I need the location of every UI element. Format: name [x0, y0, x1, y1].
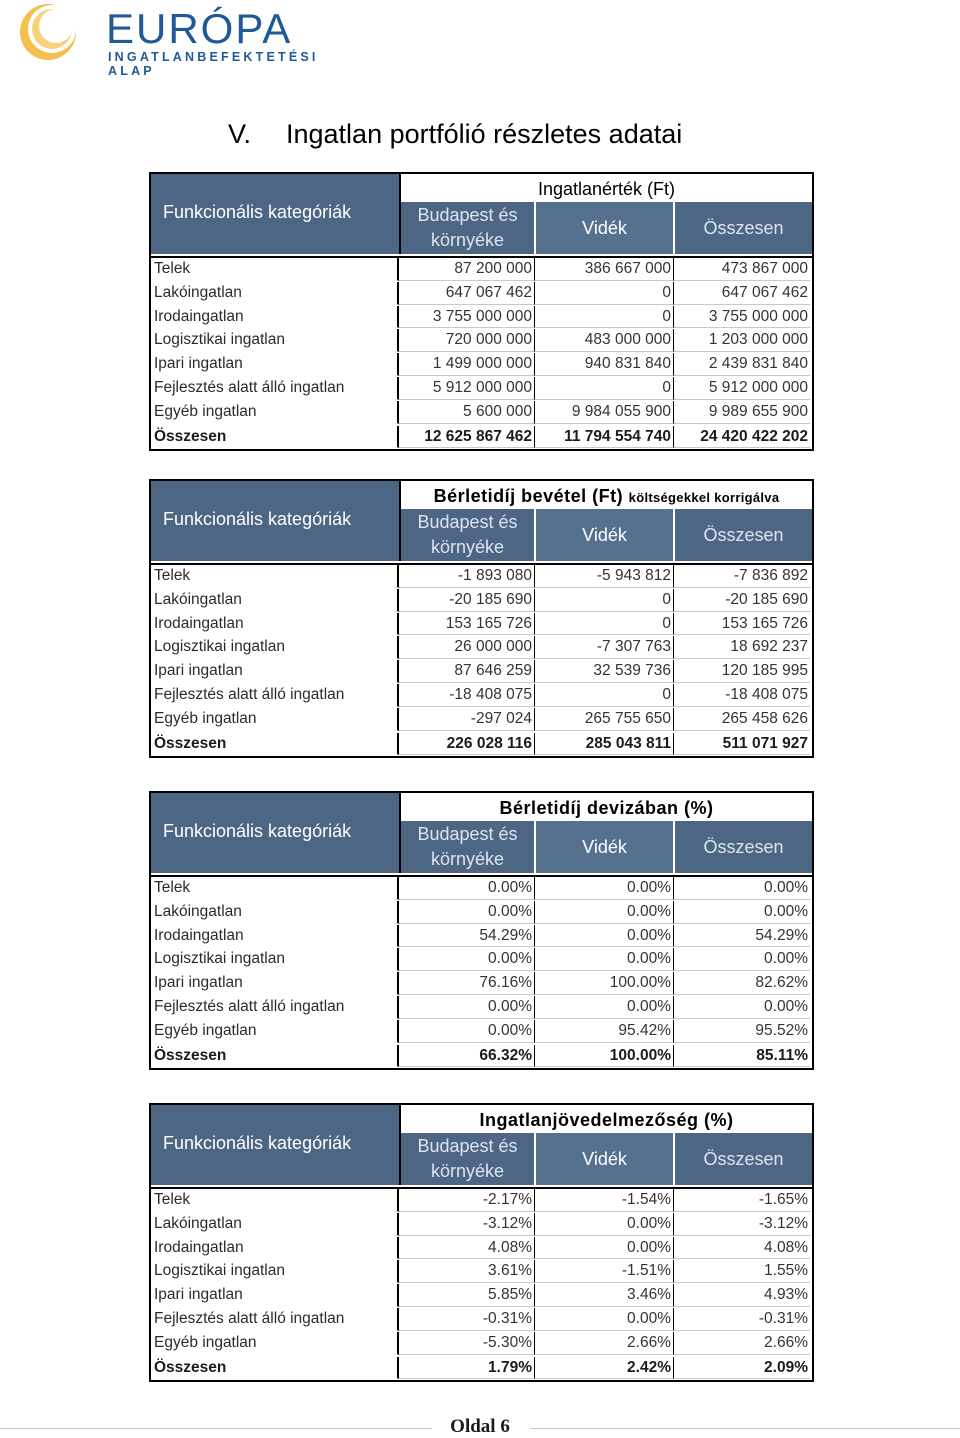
- page-number: Oldal 6: [450, 1416, 510, 1437]
- column-header-budapest-line1: Budapest és: [417, 824, 518, 844]
- row-value-budapest: -1 893 080: [399, 565, 535, 588]
- table-row: [151, 613, 812, 637]
- table-header: [151, 174, 812, 256]
- row-value-budapest: 720 000 000: [399, 329, 535, 352]
- row-value-videk: -7 307 763: [535, 636, 674, 659]
- table-total-row: [151, 425, 812, 450]
- row-value-budapest: 66.32%: [399, 1045, 535, 1068]
- row-value-budapest: 3.61%: [399, 1260, 535, 1283]
- row-value-budapest: 1.79%: [399, 1357, 535, 1380]
- row-value-videk: 0.00%: [535, 925, 674, 948]
- row-category: Egyéb ingatlan: [151, 1020, 399, 1043]
- row-value-videk: 0: [535, 282, 674, 305]
- table-title: [401, 174, 812, 202]
- table-row: [151, 901, 812, 925]
- column-header-budapest: [401, 1133, 536, 1185]
- row-category: Irodaingatlan: [151, 1237, 399, 1260]
- table-header: [151, 481, 812, 563]
- row-value-budapest: 87 646 259: [399, 660, 535, 683]
- row-value-osszesen: 54.29%: [674, 925, 810, 948]
- table-body: [151, 875, 812, 1068]
- row-value-osszesen: 4.93%: [674, 1284, 810, 1307]
- table-total-row: [151, 1044, 812, 1069]
- column-header-videk: Vidék: [536, 509, 675, 561]
- row-value-osszesen: 4.08%: [674, 1237, 810, 1260]
- category-header-label: Funkcionális kategóriák: [163, 509, 352, 529]
- column-headers: [401, 821, 812, 873]
- row-value-osszesen: 473 867 000: [674, 258, 810, 281]
- table-title-text: Bérletidíj devizában (%): [499, 798, 714, 818]
- row-value-osszesen: 24 420 422 202: [674, 426, 810, 449]
- row-value-budapest: 12 625 867 462: [399, 426, 535, 449]
- column-header-budapest-line2: környéke: [430, 537, 505, 557]
- row-value-osszesen: 511 071 927: [674, 733, 810, 756]
- row-value-budapest: 5 600 000: [399, 401, 535, 424]
- category-header-label: Funkcionális kategóriák: [163, 1133, 352, 1153]
- section-heading: [228, 116, 682, 152]
- table-title-text: Ingatlanérték (Ft): [537, 179, 676, 199]
- data-table: [149, 791, 814, 1070]
- column-headers: [401, 1133, 812, 1185]
- row-value-osszesen: 153 165 726: [674, 613, 810, 636]
- row-value-videk: 3.46%: [535, 1284, 674, 1307]
- row-value-videk: 0.00%: [535, 996, 674, 1019]
- row-value-videk: 285 043 811: [535, 733, 674, 756]
- row-category: Egyéb ingatlan: [151, 1332, 399, 1355]
- table-row: [151, 1189, 812, 1213]
- row-value-osszesen: 120 185 995: [674, 660, 810, 683]
- table-title-note: költségekkel korrigálva: [628, 490, 780, 505]
- row-category: Logisztikai ingatlan: [151, 948, 399, 971]
- row-value-osszesen: 0.00%: [674, 901, 810, 924]
- row-value-videk: 0.00%: [535, 1237, 674, 1260]
- column-header-budapest-line1: Budapest és: [417, 205, 518, 225]
- row-value-budapest: -5.30%: [399, 1332, 535, 1355]
- row-value-osszesen: 0.00%: [674, 877, 810, 900]
- row-value-osszesen: 647 067 462: [674, 282, 810, 305]
- row-value-osszesen: -18 408 075: [674, 684, 810, 707]
- table-row: [151, 1213, 812, 1237]
- row-category: Egyéb ingatlan: [151, 708, 399, 731]
- table-body: [151, 1187, 812, 1380]
- row-value-budapest: -297 024: [399, 708, 535, 731]
- column-header-budapest-line1: Budapest és: [417, 512, 518, 532]
- table-row: [151, 877, 812, 901]
- row-category: Ipari ingatlan: [151, 660, 399, 683]
- table-title-text: Bérletidíj bevétel (Ft): [433, 486, 624, 506]
- row-value-osszesen: 3 755 000 000: [674, 306, 810, 329]
- logo: [18, 2, 319, 78]
- row-category: Irodaingatlan: [151, 925, 399, 948]
- row-value-videk: -5 943 812: [535, 565, 674, 588]
- column-header-budapest-line2: környéke: [430, 849, 505, 869]
- data-table: [149, 172, 814, 451]
- row-value-videk: 100.00%: [535, 1045, 674, 1068]
- row-category: Telek: [151, 565, 399, 588]
- row-category: Fejlesztés alatt álló ingatlan: [151, 684, 399, 707]
- row-value-osszesen: 0.00%: [674, 948, 810, 971]
- row-category: Lakóingatlan: [151, 282, 399, 305]
- row-value-videk: 0.00%: [535, 877, 674, 900]
- row-category: Egyéb ingatlan: [151, 401, 399, 424]
- row-value-budapest: 1 499 000 000: [399, 353, 535, 376]
- row-category: Telek: [151, 1189, 399, 1212]
- section-number: V.: [228, 119, 252, 149]
- row-category: Logisztikai ingatlan: [151, 329, 399, 352]
- table-title: [401, 1105, 812, 1133]
- row-value-videk: 0: [535, 684, 674, 707]
- column-header-budapest-line1: Budapest és: [417, 1136, 518, 1156]
- row-value-videk: 265 755 650: [535, 708, 674, 731]
- row-value-videk: 32 539 736: [535, 660, 674, 683]
- row-category: Logisztikai ingatlan: [151, 1260, 399, 1283]
- row-value-osszesen: 5 912 000 000: [674, 377, 810, 400]
- table-title: [401, 793, 812, 821]
- row-value-budapest: 76.16%: [399, 972, 535, 995]
- row-value-budapest: 0.00%: [399, 996, 535, 1019]
- row-value-osszesen: 2.66%: [674, 1332, 810, 1355]
- table-row: [151, 401, 812, 425]
- row-value-budapest: 153 165 726: [399, 613, 535, 636]
- row-value-videk: 386 667 000: [535, 258, 674, 281]
- row-category: Fejlesztés alatt álló ingatlan: [151, 377, 399, 400]
- table-row: [151, 1237, 812, 1261]
- logo-sun-icon: [18, 2, 80, 64]
- table-row: [151, 258, 812, 282]
- row-value-budapest: 4.08%: [399, 1237, 535, 1260]
- row-value-budapest: 5.85%: [399, 1284, 535, 1307]
- row-value-videk: 0.00%: [535, 948, 674, 971]
- table-row: [151, 353, 812, 377]
- category-header: [151, 793, 399, 873]
- table-row: [151, 925, 812, 949]
- row-value-budapest: 226 028 116: [399, 733, 535, 756]
- row-value-budapest: 0.00%: [399, 901, 535, 924]
- table-row: [151, 948, 812, 972]
- row-category: Ipari ingatlan: [151, 972, 399, 995]
- column-header-budapest-line2: környéke: [430, 230, 505, 250]
- row-value-videk: 0: [535, 377, 674, 400]
- row-value-videk: 483 000 000: [535, 329, 674, 352]
- table-row: [151, 1284, 812, 1308]
- logo-subtitle: INGATLANBEFEKTETÉSI ALAP: [108, 50, 319, 78]
- table-row: [151, 329, 812, 353]
- table-row: [151, 684, 812, 708]
- row-value-osszesen: 2 439 831 840: [674, 353, 810, 376]
- row-value-videk: 11 794 554 740: [535, 426, 674, 449]
- category-header-label: Funkcionális kategóriák: [163, 821, 352, 841]
- row-category: Ipari ingatlan: [151, 353, 399, 376]
- row-value-budapest: 0.00%: [399, 1020, 535, 1043]
- table-row: [151, 282, 812, 306]
- row-category: Lakóingatlan: [151, 901, 399, 924]
- row-category: Összesen: [151, 733, 399, 756]
- table-row: [151, 306, 812, 330]
- row-value-budapest: 26 000 000: [399, 636, 535, 659]
- row-value-osszesen: 1 203 000 000: [674, 329, 810, 352]
- row-category: Irodaingatlan: [151, 613, 399, 636]
- row-value-osszesen: 82.62%: [674, 972, 810, 995]
- row-value-videk: 0.00%: [535, 901, 674, 924]
- row-value-osszesen: 9 989 655 900: [674, 401, 810, 424]
- row-value-osszesen: 95.52%: [674, 1020, 810, 1043]
- row-value-osszesen: 85.11%: [674, 1045, 810, 1068]
- column-header-budapest: [401, 821, 536, 873]
- table-title-text: Ingatlanjövedelmezőség (%): [479, 1110, 734, 1130]
- row-value-videk: 95.42%: [535, 1020, 674, 1043]
- row-value-videk: -1.54%: [535, 1189, 674, 1212]
- row-value-videk: 100.00%: [535, 972, 674, 995]
- column-headers: [401, 202, 812, 254]
- section-title: Ingatlan portfólió részletes adatai: [286, 119, 683, 149]
- row-category: Ipari ingatlan: [151, 1284, 399, 1307]
- row-value-osszesen: -1.65%: [674, 1189, 810, 1212]
- row-value-videk: 0: [535, 306, 674, 329]
- row-value-videk: 940 831 840: [535, 353, 674, 376]
- row-value-osszesen: 1.55%: [674, 1260, 810, 1283]
- row-category: Összesen: [151, 1045, 399, 1068]
- table-row: [151, 660, 812, 684]
- row-value-osszesen: -3.12%: [674, 1213, 810, 1236]
- column-header-videk: Vidék: [536, 821, 675, 873]
- row-value-budapest: 0.00%: [399, 877, 535, 900]
- table-body: [151, 256, 812, 449]
- row-category: Fejlesztés alatt álló ingatlan: [151, 1308, 399, 1331]
- row-value-budapest: -18 408 075: [399, 684, 535, 707]
- row-value-osszesen: 2.09%: [674, 1357, 810, 1380]
- table-total-row: [151, 1356, 812, 1381]
- row-value-osszesen: -20 185 690: [674, 589, 810, 612]
- row-value-osszesen: -0.31%: [674, 1308, 810, 1331]
- table-header: [151, 1105, 812, 1187]
- column-header-osszesen: Összesen: [675, 1133, 812, 1185]
- row-value-videk: 0.00%: [535, 1308, 674, 1331]
- table-row: [151, 708, 812, 732]
- row-value-osszesen: -7 836 892: [674, 565, 810, 588]
- row-value-videk: 2.66%: [535, 1332, 674, 1355]
- category-header: [151, 481, 399, 561]
- column-header-videk: Vidék: [536, 1133, 675, 1185]
- column-headers: [401, 509, 812, 561]
- table-total-row: [151, 732, 812, 757]
- row-value-osszesen: 265 458 626: [674, 708, 810, 731]
- table-row: [151, 377, 812, 401]
- table-row: [151, 636, 812, 660]
- table-row: [151, 589, 812, 613]
- row-value-budapest: 647 067 462: [399, 282, 535, 305]
- row-value-budapest: 3 755 000 000: [399, 306, 535, 329]
- row-category: Lakóingatlan: [151, 589, 399, 612]
- data-table: [149, 1103, 814, 1382]
- row-category: Fejlesztés alatt álló ingatlan: [151, 996, 399, 1019]
- row-value-budapest: -0.31%: [399, 1308, 535, 1331]
- table-title: [401, 481, 812, 509]
- table-row: [151, 1020, 812, 1044]
- column-header-osszesen: Összesen: [675, 202, 812, 254]
- row-value-videk: 0.00%: [535, 1213, 674, 1236]
- column-header-videk: Vidék: [536, 202, 675, 254]
- row-value-budapest: 87 200 000: [399, 258, 535, 281]
- column-header-osszesen: Összesen: [675, 509, 812, 561]
- row-value-osszesen: 18 692 237: [674, 636, 810, 659]
- row-value-videk: 0: [535, 589, 674, 612]
- logo-name: EURÓPA: [106, 5, 293, 52]
- row-value-videk: 2.42%: [535, 1357, 674, 1380]
- table-row: [151, 1308, 812, 1332]
- column-header-budapest-line2: környéke: [430, 1161, 505, 1181]
- table-header: [151, 793, 812, 875]
- row-value-osszesen: 0.00%: [674, 996, 810, 1019]
- category-header: [151, 1105, 399, 1185]
- row-value-videk: 9 984 055 900: [535, 401, 674, 424]
- row-value-budapest: -2.17%: [399, 1189, 535, 1212]
- row-value-budapest: 0.00%: [399, 948, 535, 971]
- category-header: [151, 174, 399, 254]
- column-header-osszesen: Összesen: [675, 821, 812, 873]
- row-value-videk: -1.51%: [535, 1260, 674, 1283]
- row-category: Telek: [151, 258, 399, 281]
- table-row: [151, 996, 812, 1020]
- data-table: [149, 479, 814, 758]
- row-category: Logisztikai ingatlan: [151, 636, 399, 659]
- table-row: [151, 565, 812, 589]
- table-body: [151, 563, 812, 756]
- table-row: [151, 972, 812, 996]
- row-category: Telek: [151, 877, 399, 900]
- row-category: Összesen: [151, 1357, 399, 1380]
- row-value-budapest: -20 185 690: [399, 589, 535, 612]
- row-category: Összesen: [151, 426, 399, 449]
- column-header-budapest: [401, 509, 536, 561]
- table-row: [151, 1332, 812, 1356]
- column-header-budapest: [401, 202, 536, 254]
- row-category: Lakóingatlan: [151, 1213, 399, 1236]
- row-value-budapest: 54.29%: [399, 925, 535, 948]
- table-row: [151, 1260, 812, 1284]
- row-category: Irodaingatlan: [151, 306, 399, 329]
- row-value-budapest: 5 912 000 000: [399, 377, 535, 400]
- category-header-label: Funkcionális kategóriák: [163, 202, 352, 222]
- row-value-videk: 0: [535, 613, 674, 636]
- row-value-budapest: -3.12%: [399, 1213, 535, 1236]
